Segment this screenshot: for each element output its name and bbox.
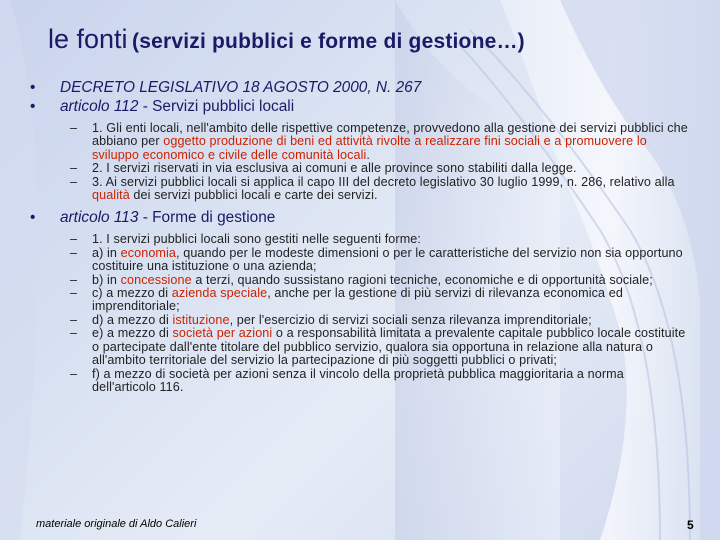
highlight-text: società per azioni [172, 326, 273, 341]
highlight-text: azienda speciale [171, 286, 268, 301]
highlight-text: istituzione [172, 312, 230, 327]
bullet-glyph: • [30, 79, 36, 96]
title-parenthetical: (servizi pubblici e forme di gestione…) [132, 30, 525, 53]
art112-label: articolo 112 [60, 98, 139, 115]
list-item: – a) in economia, quando per le modeste dimensioni o per le caratteristiche del servizio non sia opportuno costituire una istituzione o una azienda; [70, 245, 683, 274]
bullet-decreto [28, 78, 688, 97]
art112-sep: - [138, 98, 153, 115]
dash-glyph: – [70, 245, 78, 260]
slide-content [28, 78, 688, 400]
page-number: 5 [687, 518, 694, 532]
list-item: – e) a mezzo di società per azioni o a responsabilità limitata a prevalente capitale pubblico locale costituite o partecipate dall'ente titolare del pubblico servizio, qualora sia opportuna in relazione alla natura o all'ambito territoriale del servizio la partecipazione di più soggetti pubblici o privati; [70, 326, 686, 368]
dash-glyph: – [70, 161, 78, 176]
art112-list [28, 122, 688, 202]
dash-glyph: – [70, 174, 78, 189]
dash-glyph: – [70, 232, 78, 247]
dash-glyph: – [70, 272, 78, 287]
decreto-text: DECRETO LEGISLATIVO 18 AGOSTO 2000, N. 267 [60, 79, 422, 96]
list-item: – f) a mezzo di società per azioni senza il vincolo della proprietà pubblica maggioritaria a norma dell'articolo 116. [70, 366, 624, 394]
art113-list [28, 233, 688, 394]
dash-glyph: – [70, 121, 78, 135]
art113-sep: - [138, 209, 153, 227]
highlight-text: qualità [92, 188, 130, 203]
bullet-glyph: • [30, 209, 36, 227]
list-item: – b) in concessione a terzi, quando sussistano ragioni tecniche, economiche e di opportunità sociale; [70, 272, 653, 287]
bullet-glyph: • [30, 98, 36, 115]
dash-glyph: – [70, 286, 78, 301]
highlight-text: economia [120, 245, 177, 260]
bullet-art113 [28, 208, 688, 227]
dash-glyph: – [70, 366, 78, 381]
title-main: le fonti [48, 24, 128, 54]
art112-desc: Servizi pubblici locali [152, 98, 295, 115]
list-item: – 1. I servizi pubblici locali sono gestiti nelle seguenti forme: [70, 232, 422, 247]
list-item: – c) a mezzo di azienda speciale, anche per la gestione di più servizi di rilevanza economica ed imprenditoriale; [70, 286, 623, 314]
bullet-art112 [28, 97, 688, 116]
art113-label: articolo 113 [60, 209, 139, 227]
footer-author: materiale originale di Aldo Calieri [36, 518, 197, 530]
list-item: – 2. I servizi riservati in via esclusiva ai comuni e alle province sono stabiliti dalla legge. [70, 161, 577, 176]
dash-glyph: – [70, 326, 78, 341]
slide-title [48, 24, 708, 58]
list-item: – 3. Ai servizi pubblici locali si applica il capo III del decreto legislativo 30 luglio 1999, n. 286, relativo alla qualità dei servizi pubblici locali e carte dei servizi. [70, 174, 675, 203]
art113-desc: Forme di gestione [152, 209, 276, 227]
highlight-text: oggetto produzione di beni ed attività rivolte a realizzare fini sociali e a promuovere lo sviluppo economico e civile delle comunità locali [92, 134, 647, 162]
list-item: – 1. Gli enti locali, nell'ambito delle rispettive competenze, provvedono alla gestione dei servizi pubblici che abbiano per oggetto produzione di beni ed attività rivolte a realizzare fini sociali e a promuovere lo sviluppo economico e civile delle comunità locali. [70, 121, 688, 162]
list-item: – d) a mezzo di istituzione, per l'esercizio di servizi sociali senza rilevanza imprenditoriale; [70, 312, 592, 327]
dash-glyph: – [70, 312, 78, 327]
highlight-text: concessione [120, 272, 192, 287]
